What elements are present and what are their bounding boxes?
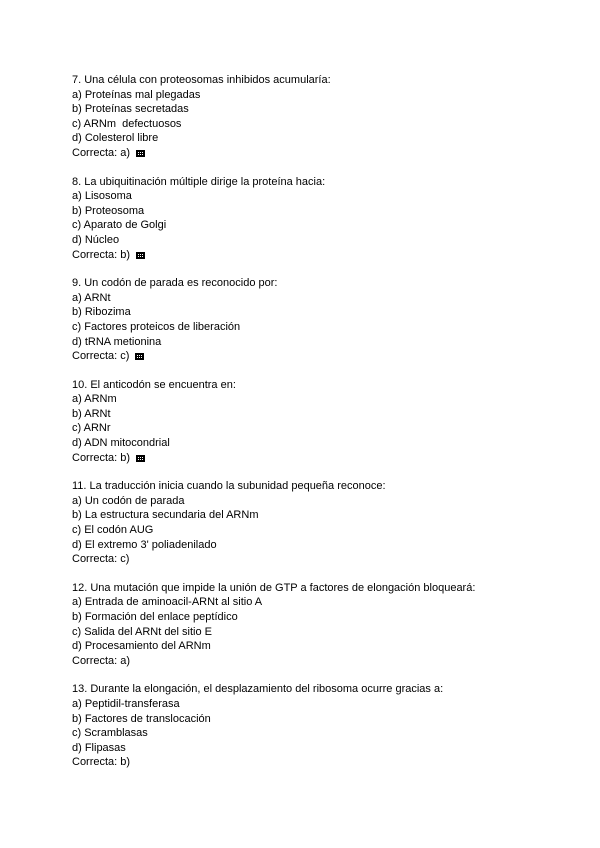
check-mark-icon [136, 455, 145, 462]
answer-option: d) ADN mitocondrial [72, 437, 170, 450]
question-block [72, 682, 572, 770]
answer-option: d) Núcleo [72, 233, 120, 246]
correct-answer: Correcta: c) [72, 553, 130, 566]
answer-option: b) Formación del enlace peptídico [72, 611, 238, 623]
check-mark-icon [136, 150, 145, 157]
correct-answer: Correcta: a) [72, 654, 131, 667]
answer-option: c) Salida del ARNt del sitio E [72, 625, 213, 638]
question-block [72, 175, 572, 263]
answer-option: a) ARNt [72, 291, 111, 304]
question-prompt: 8. La ubiquitinación múltiple dirige la proteína hacia: [72, 175, 326, 188]
correct-answer: Correcta: b) [72, 756, 131, 769]
answer-option: b) Ribozima [72, 306, 131, 319]
answer-option: a) Un codón de parada [72, 494, 185, 507]
question-block [72, 378, 572, 466]
question-prompt: 12. Una mutación que impide la unión de GTP a factores de elongación bloqueará: [72, 581, 476, 594]
answer-option: b) La estructura secundaria del ARNm [72, 509, 259, 522]
check-mark-icon [135, 353, 144, 360]
question-list [72, 73, 572, 784]
answer-option: d) Colesterol libre [72, 132, 159, 145]
question-block [72, 73, 572, 161]
answer-option: d) El extremo 3' poliadenilado [72, 538, 217, 551]
question-block [72, 276, 572, 364]
answer-option: b) Factores de translocación [72, 712, 211, 725]
answer-option: d) Flipasas [72, 741, 126, 754]
answer-option: c) ARNr [72, 422, 111, 435]
answer-option: c) Factores proteicos de liberación [72, 320, 241, 333]
answer-option: c) Scramblasas [72, 727, 148, 740]
correct-answer: Correcta: b) [72, 248, 131, 261]
answer-option: a) Lisosoma [72, 190, 132, 203]
answer-option: c) ARNm defectuosos [72, 117, 182, 130]
question-prompt: 10. El anticodón se encuentra en: [72, 378, 236, 391]
answer-option: b) Proteosoma [72, 204, 145, 217]
correct-answer: Correcta: c) [72, 350, 130, 363]
correct-answer-line [72, 451, 572, 466]
correct-answer-line [72, 654, 572, 669]
answer-option: d) tRNA metionina [72, 335, 162, 348]
answer-option: c) El codón AUG [72, 524, 154, 537]
correct-answer-line [72, 755, 572, 770]
question-prompt: 13. Durante la elongación, el desplazamiento del ribosoma ocurre gracias a: [72, 683, 444, 696]
correct-answer-line [72, 146, 572, 161]
check-mark-icon [136, 252, 145, 259]
question-prompt: 7. Una célula con proteosomas inhibidos acumularía: [72, 74, 331, 86]
answer-option: c) Aparato de Golgi [72, 219, 167, 232]
answer-option: a) ARNm [72, 393, 117, 406]
answer-option: a) Entrada de aminoacil-ARNt al sitio A [72, 596, 263, 609]
correct-answer: Correcta: b) [72, 451, 131, 464]
correct-answer: Correcta: a) [72, 146, 131, 159]
question-block [72, 479, 572, 567]
correct-answer-line [72, 349, 572, 364]
question-prompt: 9. Un codón de parada es reconocido por: [72, 277, 278, 290]
answer-option: d) Procesamiento del ARNm [72, 640, 211, 653]
question-prompt: 11. La traducción inicia cuando la subunidad pequeña reconoce: [72, 480, 386, 493]
question-block [72, 581, 572, 669]
answer-option: a) Peptidil-transferasa [72, 697, 180, 710]
answer-option: b) Proteínas secretadas [72, 103, 189, 116]
answer-option: b) ARNt [72, 407, 111, 420]
correct-answer-line [72, 552, 572, 567]
correct-answer-line [72, 248, 572, 263]
answer-option: a) Proteínas mal plegadas [72, 88, 201, 101]
